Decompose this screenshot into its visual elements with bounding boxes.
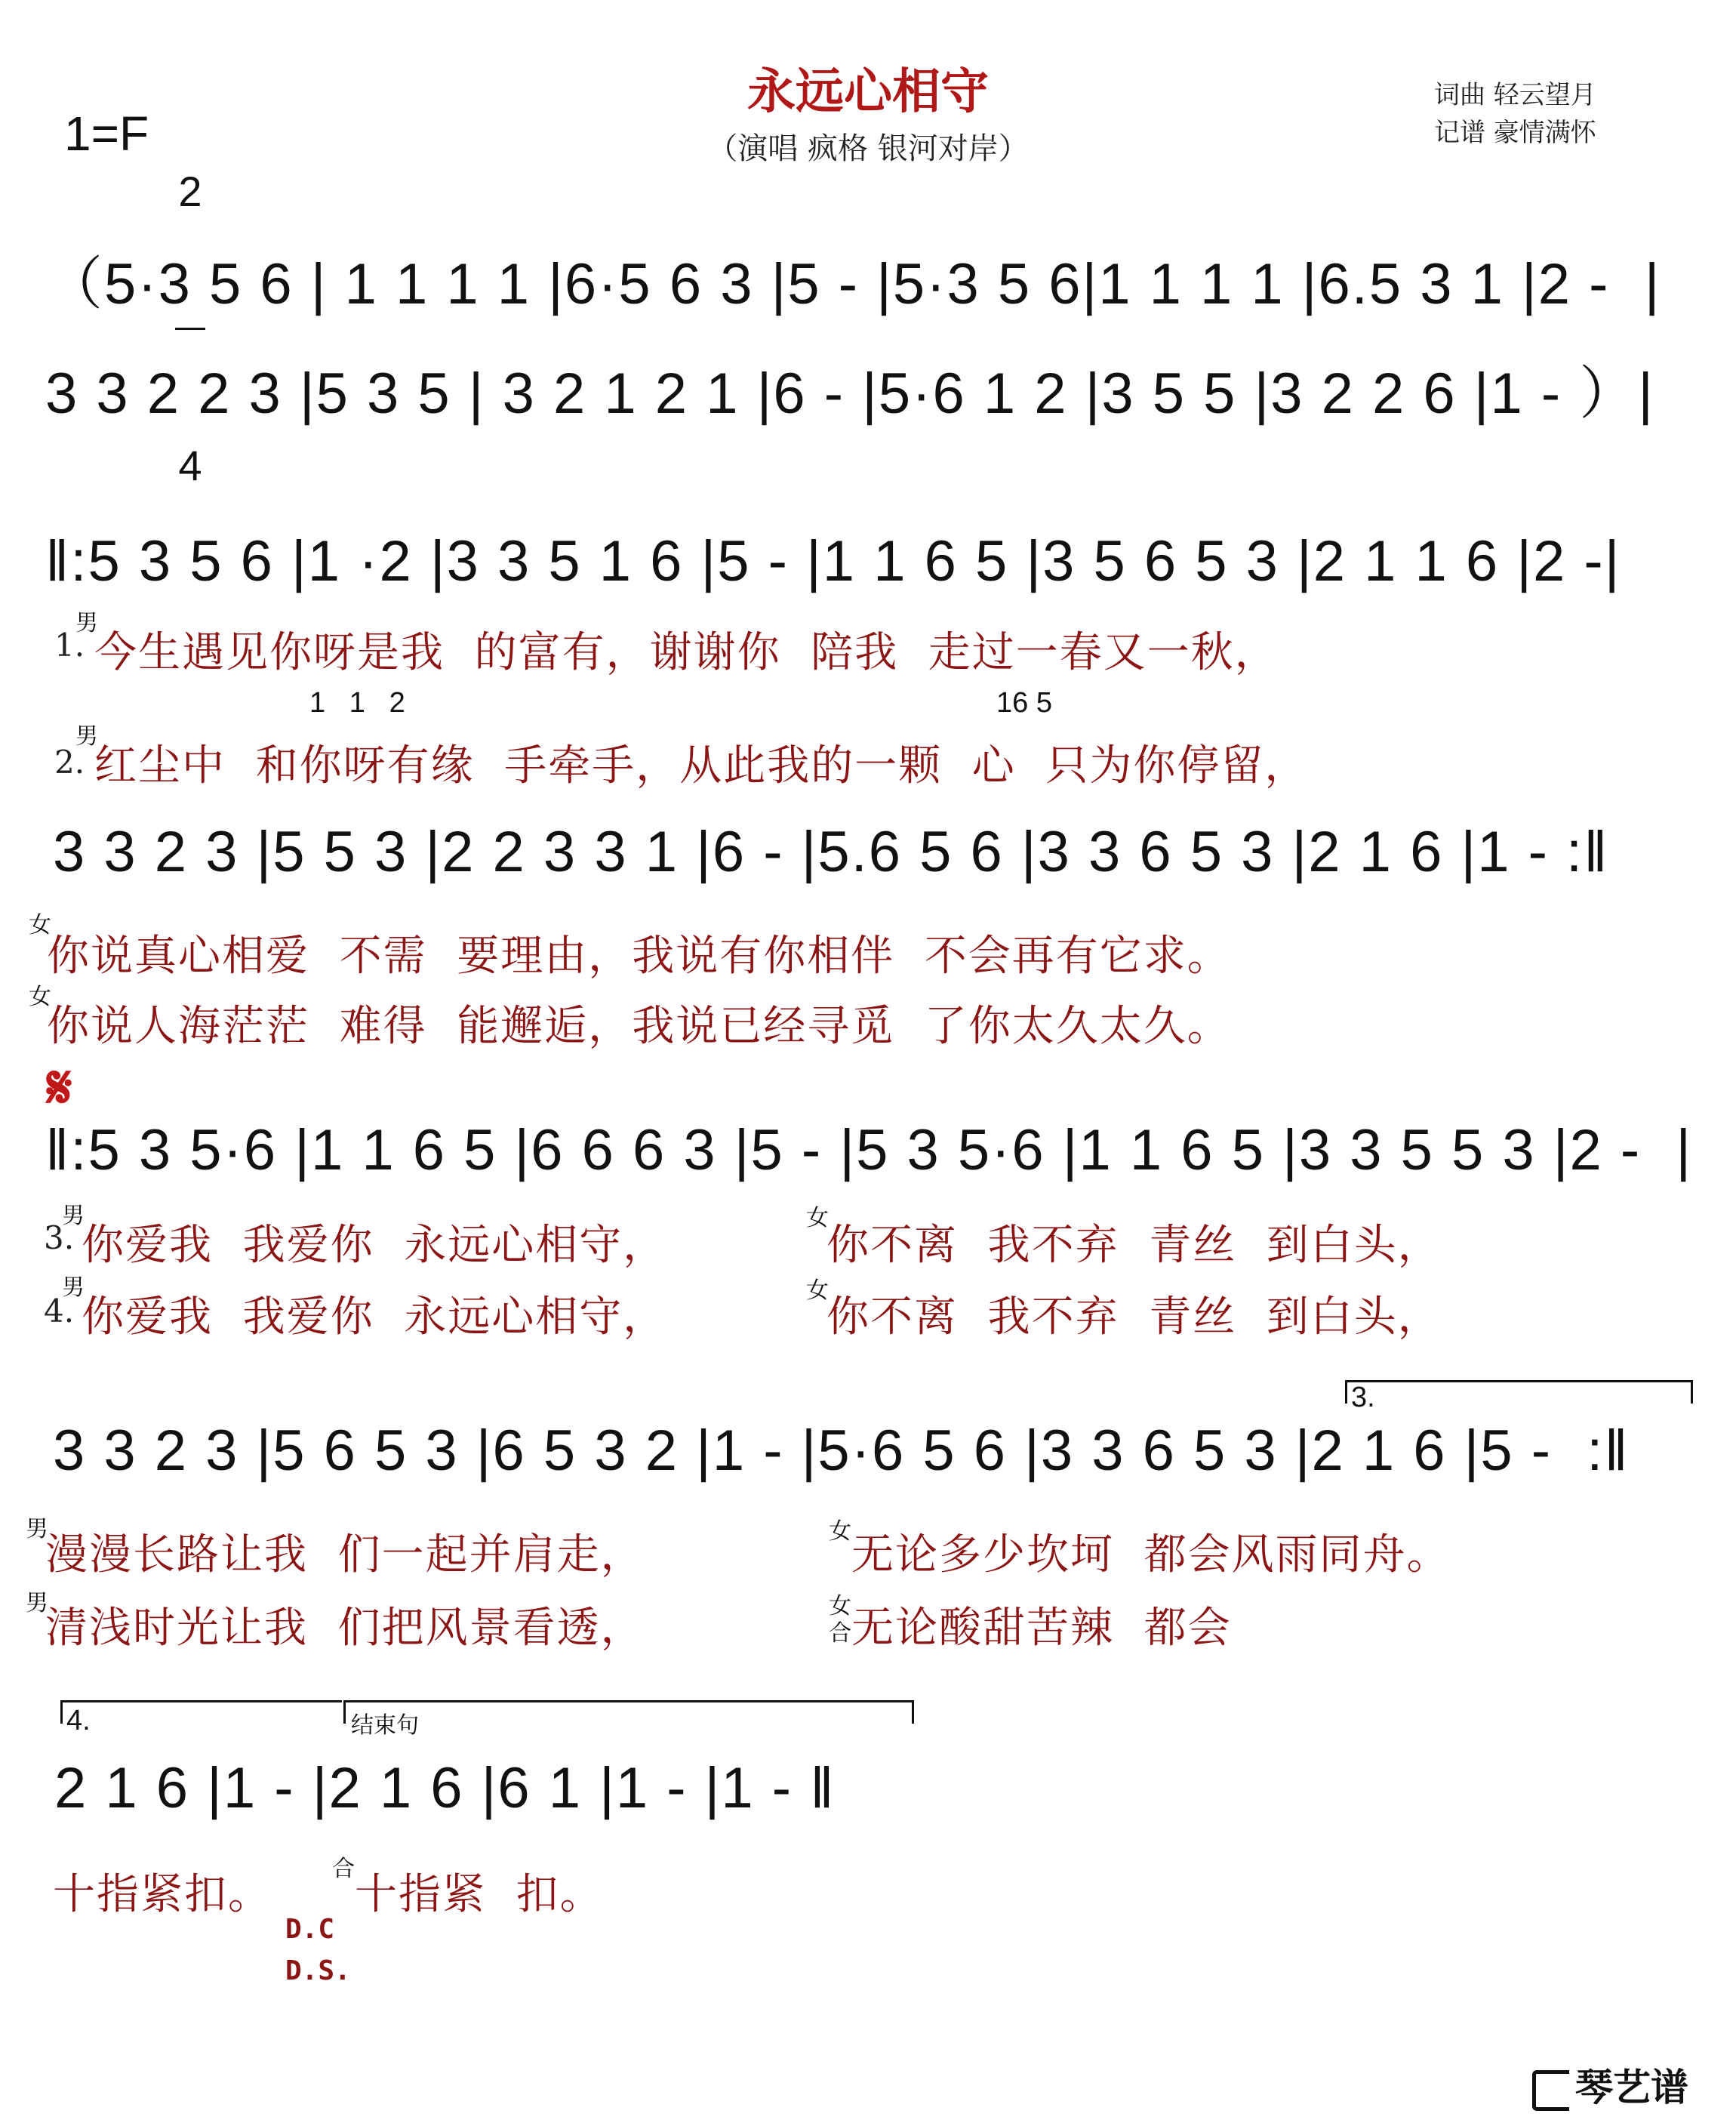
music-line-6: 3 3 2 3 |5 6 5 3 |6 5 3 2 |1 - |5·6 5 6 |3 3 6 5 3 |2 1 6 |5 - :‖ bbox=[53, 1419, 1630, 1483]
male-tag: 男 bbox=[26, 1590, 48, 1616]
performer-subtitle: （演唱 疯格 银河对岸） bbox=[707, 131, 1029, 166]
site-logo bbox=[1532, 2057, 1688, 2112]
music-line-2: 3 3 2 2 3 |5 3 5 | 3 2 1 2 1 |6 - |5·6 1 2 |3 5 5 |3 2 2 6 |1 - ）| bbox=[45, 362, 1655, 426]
transcriber-credit: 记谱 豪情满怀 bbox=[1434, 118, 1596, 148]
ornament-numbers-a: 1 1 2 bbox=[309, 687, 405, 719]
music-line-7: 2 1 6 |1 - |2 1 6 |6 1 |1 - |1 - ‖ bbox=[54, 1756, 836, 1820]
music-line-1: （5·3 5 6 | 1 1 1 1 |6·5 6 3 |5 - |5·3 5 6|1 1 1 1 |6.5 3 1 |2 - | bbox=[45, 252, 1661, 316]
ending-bracket bbox=[343, 1700, 914, 1724]
lyric-female-2: 你说人海茫茫 难得 能邂逅，我说已经寻觅 了你太久太久。 bbox=[47, 1002, 1231, 1051]
volta-label-4: 4. bbox=[66, 1705, 91, 1736]
lyrics-music-credit: 词曲 轻云望月 bbox=[1434, 80, 1596, 110]
verse-number-2: 2. bbox=[54, 744, 85, 781]
lyric-verse-1: 今生遇见你呀是我 的富有，谢谢你 陪我 走过一春又一秋， bbox=[94, 628, 1279, 677]
verse-number-4: 4. bbox=[44, 1293, 75, 1330]
male-tag: 男 bbox=[75, 723, 98, 750]
logo-text: 琴艺谱 bbox=[1575, 2066, 1688, 2109]
volta-bracket-4 bbox=[60, 1700, 342, 1724]
male-tag: 男 bbox=[75, 610, 98, 636]
lyric-ending-b: 十指紧 扣。 bbox=[355, 1870, 604, 1919]
lyric-verse-5-female: 无论多少坎坷 都会风雨同舟。 bbox=[851, 1530, 1451, 1579]
ending-label: 结束句 bbox=[351, 1712, 419, 1739]
together-tag: 合 bbox=[332, 1856, 355, 1882]
dc-marking: D.C bbox=[285, 1914, 335, 1945]
segno-sign: 𝄋 bbox=[47, 1053, 72, 1122]
female-tag: 女 bbox=[829, 1593, 851, 1619]
ds-marking: D.S. bbox=[285, 1955, 351, 1986]
lyric-ending-a: 十指紧扣。 bbox=[53, 1870, 272, 1919]
male-tag: 男 bbox=[62, 1203, 85, 1229]
male-tag: 男 bbox=[26, 1516, 48, 1542]
female-tag: 女 bbox=[806, 1205, 829, 1231]
lyric-verse-4-female: 你不离 我不弃 青丝 到白头， bbox=[826, 1293, 1442, 1342]
female-tag: 女 bbox=[29, 912, 51, 938]
lyric-female-1: 你说真心相爱 不需 要理由，我说有你相伴 不会再有它求。 bbox=[47, 932, 1231, 981]
lyric-verse-5-male: 漫漫长路让我 们一起并肩走， bbox=[45, 1530, 645, 1579]
logo-icon bbox=[1532, 2070, 1569, 2111]
lyric-verse-6-together: 无论酸甜苦辣 都会 bbox=[851, 1604, 1232, 1653]
time-signature-top: 2 bbox=[178, 168, 202, 215]
ornament-numbers-b: 16 5 bbox=[996, 687, 1052, 719]
male-tag: 男 bbox=[62, 1274, 85, 1301]
song-title: 永远心相守 bbox=[747, 64, 989, 120]
key-signature: 1=F bbox=[64, 106, 149, 161]
lyric-verse-3-male: 你爱我 我爱你 永远心相守， bbox=[82, 1221, 667, 1270]
together-tag: 合 bbox=[829, 1620, 851, 1647]
music-line-5: ‖:5 3 5·6 |1 1 6 5 |6 6 6 3 |5 - |5 3 5·6 |1 1 6 5 |3 3 5 5 3 |2 - | bbox=[45, 1118, 1693, 1182]
volta-label-3: 3. bbox=[1351, 1382, 1375, 1413]
verse-number-3: 3. bbox=[44, 1219, 75, 1256]
female-tag: 女 bbox=[829, 1518, 851, 1545]
volta-bracket-3 bbox=[1345, 1380, 1693, 1404]
verse-number-1: 1. bbox=[54, 627, 85, 664]
time-signature-bottom: 4 bbox=[178, 442, 202, 489]
lyric-verse-2: 红尘中 和你呀有缘 手牵手，从此我的一颗 心 只为你停留， bbox=[94, 741, 1309, 790]
female-tag: 女 bbox=[29, 984, 51, 1010]
female-tag: 女 bbox=[806, 1277, 829, 1304]
lyric-verse-4-male: 你爱我 我爱你 永远心相守， bbox=[82, 1293, 667, 1342]
music-line-3: ‖:5 3 5 6 |1 ·2 |3 3 5 1 6 |5 - |1 1 6 5 |3 5 6 5 3 |2 1 1 6 |2 -| bbox=[45, 529, 1621, 593]
lyric-verse-3-female: 你不离 我不弃 青丝 到白头， bbox=[826, 1221, 1442, 1270]
music-line-4: 3 3 2 3 |5 5 3 |2 2 3 3 1 |6 - |5.6 5 6 |3 3 6 5 3 |2 1 6 |1 - :‖ bbox=[53, 820, 1609, 884]
lyric-verse-6-male: 清浅时光让我 们把风景看透， bbox=[45, 1604, 645, 1653]
